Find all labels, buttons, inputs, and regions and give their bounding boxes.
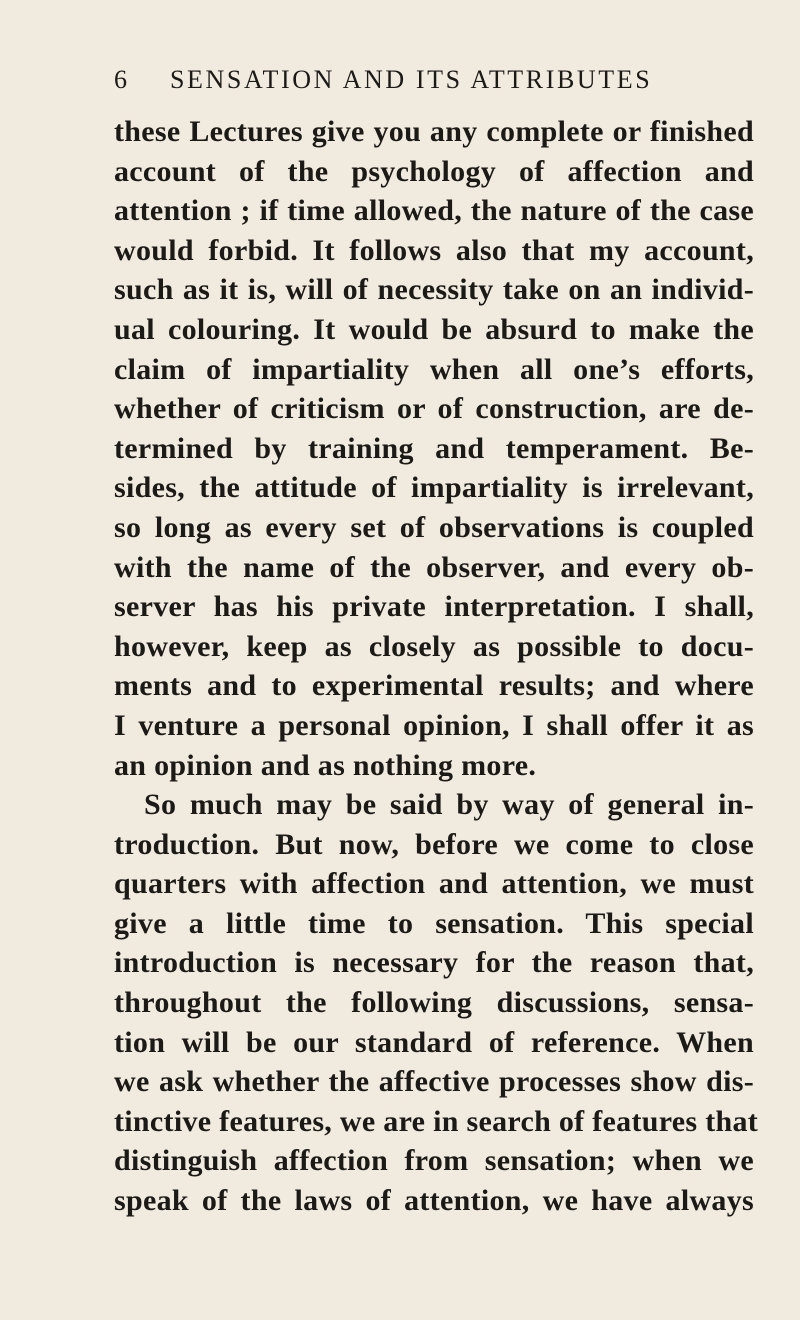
paragraph-start-line: So much may be said by way of general in-	[144, 788, 754, 822]
text-line: I venture a personal opinion, I shall offer it as	[114, 708, 754, 742]
text-line: attention ; if time allowed, the nature of the case	[114, 194, 754, 228]
text-line: tinctive features, we are in search of features that	[114, 1104, 759, 1138]
text-line: speak of the laws of attention, we have always	[114, 1184, 754, 1218]
text-line: ments and to experimental results; and where	[114, 669, 754, 703]
text-line: claim of impartiality when all one’s efforts,	[114, 352, 754, 386]
text-line: termined by training and temperament. Be-	[114, 431, 754, 465]
text-line: sides, the attitude of impartiality is irrelevant,	[114, 471, 754, 505]
text-line: account of the psychology of affection and	[114, 154, 754, 188]
running-head	[114, 60, 734, 100]
text-line: server has his private interpretation. I shall,	[114, 590, 754, 624]
text-line: these Lectures give you any complete or finished	[114, 115, 754, 148]
text-line: would forbid. It follows also that my account,	[114, 233, 754, 267]
text-line: whether of criticism or of construction, are de-	[114, 392, 754, 426]
text-line: we ask whether the affective processes show dis-	[114, 1065, 754, 1099]
running-head-title: SENSATION AND ITS ATTRIBUTES	[170, 65, 653, 94]
body-text	[114, 112, 759, 1221]
text-line: such as it is, will of necessity take on an individ-	[114, 273, 754, 307]
paragraph-end-line: an opinion and as nothing more.	[114, 748, 537, 782]
text-line: however, keep as closely as possible to docu-	[114, 629, 754, 663]
text-line: distinguish affection from sensation; when we	[114, 1144, 754, 1178]
text-line: introduction is necessary for the reason that,	[114, 946, 754, 980]
text-line: quarters with affection and attention, we must	[114, 867, 754, 901]
text-line: with the name of the observer, and every ob-	[114, 550, 754, 584]
text-line: troduction. But now, before we come to close	[114, 827, 754, 861]
text-line: ual colouring. It would be absurd to make the	[114, 312, 754, 346]
text-line: give a little time to sensation. This special	[114, 906, 754, 940]
text-line: throughout the following discussions, sensa-	[114, 986, 754, 1020]
page-number: 6	[114, 65, 130, 94]
text-line: so long as every set of observations is coupled	[114, 510, 754, 544]
text-line: tion will be our standard of reference. When	[114, 1025, 754, 1059]
